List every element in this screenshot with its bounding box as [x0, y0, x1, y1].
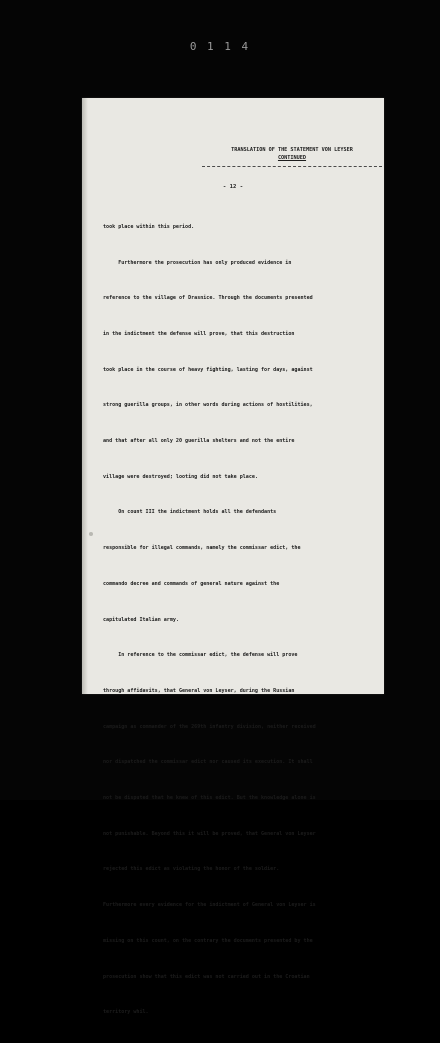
body-line: rejected this edict as violating the honor of the soldier.: [103, 866, 280, 873]
body-line: prosecution show that this edict was not carried out in the Croatian: [103, 973, 310, 980]
heading-title: TRANSLATION OF THE STATEMENT VON LEYSER: [231, 147, 353, 153]
body-line: territory whil.: [103, 1009, 149, 1016]
body-line: campaign as commander of the 269th infantry division, neither received: [103, 723, 316, 730]
body-line: took place within this period.: [103, 223, 195, 230]
body-line: capitulated Italian army.: [103, 616, 179, 623]
body-line: reference to the village of Drasnice. Through the documents presented: [103, 295, 313, 302]
margin-mark: [89, 532, 93, 536]
body-line: took place in the course of heavy fighting, lasting for days, against: [103, 366, 313, 373]
body-line: village were destroyed; looting did not take place.: [103, 473, 258, 480]
body-line: In reference to the commissar edict, the defense will prove: [103, 652, 298, 659]
body-line: not be disputed that he knew of this edict. But the knowledge alone is: [103, 795, 316, 802]
body-line: responsible for illegal commands, namely the commissar edict, the: [103, 545, 301, 552]
document-heading: [202, 146, 382, 162]
body-line: Furthermore every evidence for the indictment of General von Leyser is: [103, 902, 316, 909]
body-line: not punishable. Beyond this it will be proved, that General von Leyser: [103, 830, 316, 837]
body-line: Furthermore the prosecution has only produced evidence in: [103, 259, 292, 266]
body-line: in the indictment the defense will prove, that this destruction: [103, 330, 295, 337]
body-line: On count III the indictment holds all the defendants: [103, 509, 277, 516]
heading-continued: CONTINUED: [277, 155, 307, 161]
body-line: strong guerilla groups, in other words during actions of hostilities,: [103, 402, 313, 409]
page-number: - 12 -: [222, 184, 244, 190]
body-text: [103, 198, 368, 1043]
document-page: [82, 98, 384, 1016]
heading-dashed-rule: [202, 166, 382, 167]
body-line: commando decree and commands of general nature against the: [103, 580, 280, 587]
body-line: missing on this count, on the contrary the documents presented by the: [103, 937, 313, 944]
body-line: and that after all only 20 guerilla shelters and not the entire: [103, 438, 295, 445]
body-line: through affidavits, that General von Leyser, during the Russian: [103, 687, 295, 694]
body-line: nor dispatched the commissar edict nor caused its execution. It shall: [103, 759, 313, 766]
film-frame-number: 0 1 1 4: [189, 40, 251, 53]
